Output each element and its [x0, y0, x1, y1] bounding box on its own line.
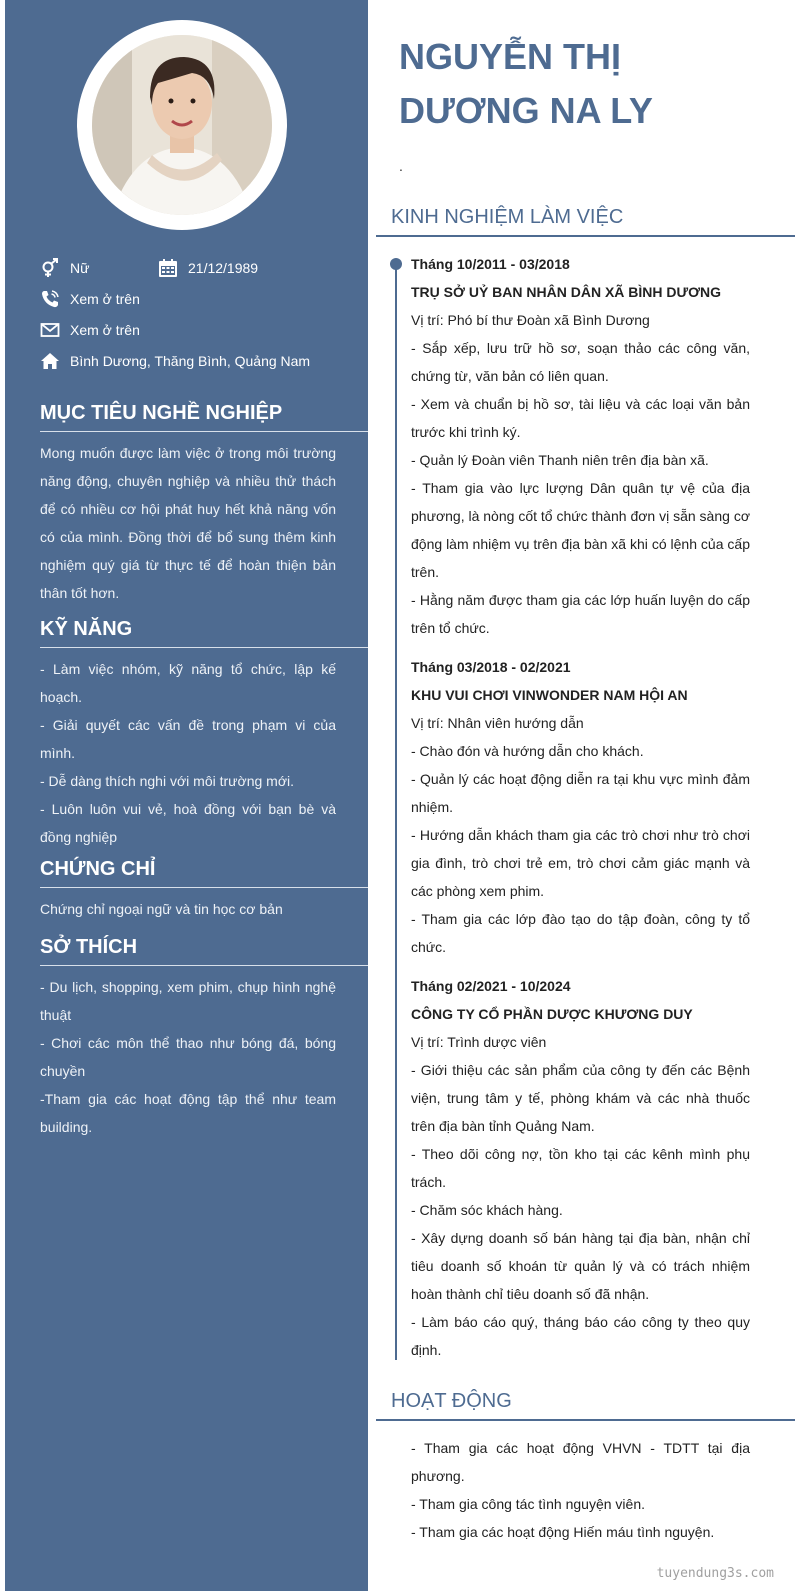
contact-email	[40, 318, 140, 342]
list-item: - Du lịch, shopping, xem phim, chụp hình nghệ thuật	[40, 979, 336, 1023]
contact-phone	[40, 287, 140, 311]
email-icon	[40, 320, 60, 340]
birthday-value: 21/12/1989	[188, 260, 259, 276]
hobbies-heading: SỞ THÍCH	[40, 936, 368, 966]
list-item: - Làm việc nhóm, kỹ năng tổ chức, lập kế hoạch.	[40, 661, 336, 705]
job-company: TRỤ SỞ UỶ BAN NHÂN DÂN XÃ BÌNH DƯƠNG	[411, 284, 722, 300]
job-position: Vị trí: Phó bí thư Đoàn xã Bình Dương	[411, 312, 650, 328]
list-item: - Tham gia vào lực lượng Dân quân tự vệ của địa phương, là nòng cốt tổ chức thành đơn vị sẵn sàng cơ động làm nhiệm vụ trên địa bàn xã khi có lệnh của cấp trên.	[411, 480, 750, 580]
skills-list	[40, 655, 336, 851]
email-value: Xem ở trên	[70, 322, 140, 338]
certificates-list	[40, 895, 336, 923]
job-company: CÔNG TY CỔ PHẦN DƯỢC KHƯƠNG DUY	[411, 1006, 693, 1022]
name-line-1: NGUYỄN THỊ	[399, 36, 622, 77]
job-period: Tháng 10/2011 - 03/2018	[411, 256, 570, 272]
timeline-dot	[390, 258, 402, 270]
list-item: - Hướng dẫn khách tham gia các trò chơi như trò chơi gia đình, trò chơi trẻ em, trò chơi cảm giác mạnh và các phòng xem phim.	[411, 827, 750, 899]
list-item: - Làm báo cáo quý, tháng báo cáo công ty theo quy định.	[411, 1314, 750, 1358]
list-item: - Luôn luôn vui vẻ, hoà đồng với bạn bè và đồng nghiệp	[40, 801, 336, 845]
calendar-icon	[158, 258, 178, 278]
list-item: - Chơi các môn thể thao như bóng đá, bóng chuyền	[40, 1035, 336, 1079]
objective-heading: MỤC TIÊU NGHỀ NGHIỆP	[40, 402, 368, 432]
home-icon	[40, 351, 60, 371]
list-item: - Sắp xếp, lưu trữ hồ sơ, soạn thảo các công văn, chứng từ, văn bản có liên quan.	[411, 340, 750, 384]
hobbies-list	[40, 973, 336, 1141]
candidate-name	[399, 30, 779, 138]
list-item: - Tham gia các hoạt động Hiến máu tình nguyện.	[411, 1524, 715, 1540]
contact-gender	[40, 256, 89, 280]
list-item: - Theo dõi công nợ, tồn kho tại các kênh mình phụ trách.	[411, 1146, 750, 1190]
watermark: tuyendung3s.com	[656, 1566, 774, 1581]
objective-paragraph: Mong muốn được làm việc ở trong môi trường năng động, chuyên nghiệp và nhiều thử thách để có nhiều cơ hội phát huy hết khả năng vốn có của mình. Đồng thời để bổ sung thêm kinh nghiệm quý giá từ thực tế để hoàn thiện bản thân tốt hơn.	[40, 445, 336, 601]
job-entry-2	[411, 653, 750, 961]
list-item: - Quản lý Đoàn viên Thanh niên trên địa bàn xã.	[411, 452, 709, 468]
job-period: Tháng 02/2021 - 10/2024	[411, 978, 571, 994]
objective-text	[40, 439, 336, 607]
contact-address	[40, 349, 310, 373]
list-item: - Tham gia công tác tình nguyện viên.	[411, 1496, 645, 1512]
address-value: Bình Dương, Thăng Bình, Quảng Nam	[70, 353, 311, 369]
list-item: - Chào đón và hướng dẫn cho khách.	[411, 743, 644, 759]
gender-value: Nữ	[70, 260, 90, 276]
phone-icon	[40, 289, 60, 309]
job-company: KHU VUI CHƠI VINWONDER NAM HỘI AN	[411, 687, 688, 703]
job-period: Tháng 03/2018 - 02/2021	[411, 659, 571, 675]
contact-birthday	[158, 256, 258, 280]
list-item: - Tham gia các lớp đào tạo do tập đoàn, công ty tổ chức.	[411, 911, 750, 955]
job-entry-1	[411, 250, 750, 642]
gender-icon	[40, 258, 60, 278]
list-item: - Tham gia các hoạt động VHVN - TDTT tại địa phương.	[411, 1440, 750, 1484]
list-item: - Xây dựng doanh số bán hàng tại địa bàn, nhận chỉ tiêu doanh số khoán từ quản lý và có trách nhiệm hoàn thành chỉ tiêu doanh số đã nhận.	[411, 1230, 750, 1302]
name-line-2: DƯƠNG NA LY	[399, 90, 653, 131]
tagline: .	[399, 158, 403, 174]
job-entry-3	[411, 972, 750, 1364]
list-item: - Dễ dàng thích nghi với môi trường mới.	[40, 773, 295, 789]
certificates-heading: CHỨNG CHỈ	[40, 858, 368, 888]
timeline-line	[395, 262, 397, 1360]
experience-heading: KINH NGHIỆM LÀM VIỆC	[376, 206, 795, 237]
skills-heading: KỸ NĂNG	[40, 618, 368, 648]
list-item: - Chăm sóc khách hàng.	[411, 1202, 563, 1218]
list-item: - Quản lý các hoạt động diễn ra tại khu vực mình đảm nhiệm.	[411, 771, 750, 815]
avatar-frame	[77, 20, 287, 230]
job-position: Vị trí: Nhân viên hướng dẫn	[411, 715, 584, 731]
list-item: -Tham gia các hoạt động tập thể như team building.	[40, 1091, 336, 1135]
list-item: - Xem và chuẩn bị hồ sơ, tài liệu và các loại văn bản trước khi trình ký.	[411, 396, 750, 440]
avatar	[92, 35, 272, 215]
activities-list	[411, 1434, 750, 1546]
list-item: - Giải quyết các vấn đề trong phạm vi của mình.	[40, 717, 336, 761]
phone-value: Xem ở trên	[70, 291, 140, 307]
activities-heading: HOẠT ĐỘNG	[376, 1390, 795, 1421]
list-item: - Giới thiệu các sản phẩm của công ty đến các Bệnh viện, trung tâm y tế, phòng khám và các nhà thuốc trên địa bàn tỉnh Quảng Nam.	[411, 1062, 750, 1134]
list-item: - Hằng năm được tham gia các lớp huấn luyện do cấp trên tổ chức.	[411, 592, 750, 636]
list-item: Chứng chỉ ngoại ngữ và tin học cơ bản	[40, 901, 283, 917]
job-position: Vị trí: Trình dược viên	[411, 1034, 547, 1050]
sidebar	[5, 0, 368, 1591]
